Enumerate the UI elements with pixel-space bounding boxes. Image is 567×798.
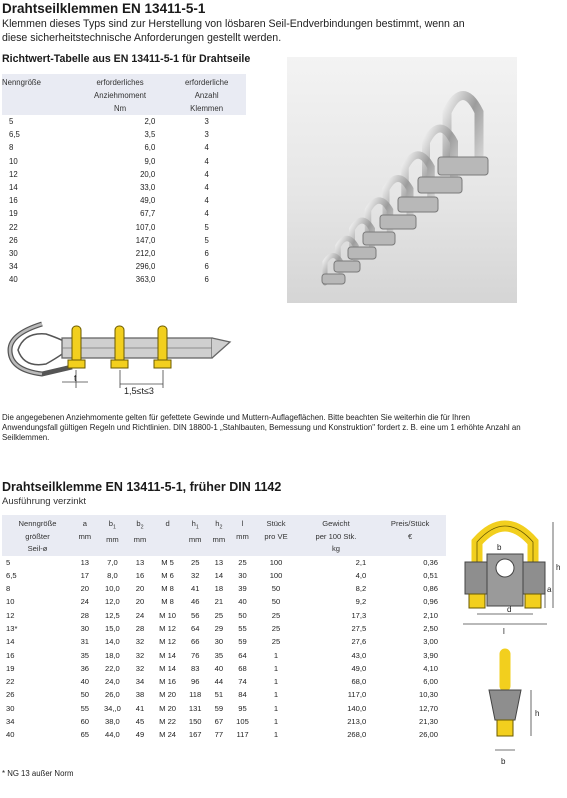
clip-table-header-3: $b_2$ mm xyxy=(128,515,152,556)
clip-table-cell: 32 xyxy=(190,570,200,580)
clip-table-cell: 213,0 xyxy=(347,717,367,727)
torque-table-row xyxy=(2,168,246,181)
clip-table-cell: 20 xyxy=(135,584,145,594)
torque-table-cell: 12 xyxy=(9,169,18,179)
torque-table-cell: 30 xyxy=(9,249,18,259)
clip-table-cell: 24 xyxy=(135,610,145,620)
torque-table-row xyxy=(2,273,246,286)
clip-table-cell: 36 xyxy=(80,663,90,673)
clip-table-cell: 1 xyxy=(273,690,279,700)
clip-table-cell: 25 xyxy=(214,610,224,620)
wire-rope-clips-image xyxy=(287,57,517,303)
clip-table-cell: 30 xyxy=(80,623,90,633)
torque-table-cell: 33,0 xyxy=(140,183,156,193)
t-label: t xyxy=(74,373,77,383)
clip-table-header-4: d xyxy=(152,515,184,556)
clip-table-cell: 34 xyxy=(6,717,15,727)
clip-side-view xyxy=(489,654,539,766)
clip-table-cell: 118 xyxy=(189,690,202,700)
torque-table-cell: 10 xyxy=(9,156,18,166)
clip-table-cell: 18 xyxy=(214,584,224,594)
clip-table-cell: 56 xyxy=(190,610,200,620)
clip-table-cell: 41 xyxy=(190,584,200,594)
clip-table-cell: 4,10 xyxy=(423,663,438,673)
clip-table-cell: 12,5 xyxy=(105,610,120,620)
torque-table-cell: 4 xyxy=(204,156,209,166)
clip-table-cell: 38,0 xyxy=(105,717,120,727)
clip-table-cell: 10,30 xyxy=(418,690,438,700)
torque-table-cell: 16 xyxy=(9,196,18,206)
clip-table-cell: M 12 xyxy=(159,623,177,633)
clip-table-cell: 40 xyxy=(6,730,15,740)
clip-table-cell: 8,2 xyxy=(355,584,367,594)
clip-table-cell: M 22 xyxy=(159,717,177,727)
b2-label: b xyxy=(501,757,506,766)
clip-table-cell: 25 xyxy=(271,637,281,647)
clip-table-header-8: Stück pro VE xyxy=(254,515,297,556)
clip-table-cell: 35 xyxy=(80,650,90,660)
clip-table-cell: 13 xyxy=(80,557,90,567)
clip-table-row xyxy=(2,622,446,635)
clip-table-cell: 35 xyxy=(214,650,224,660)
clip-table-cell: 95 xyxy=(238,703,247,713)
clip-table-cell: 21 xyxy=(214,597,224,607)
clip-table-cell: 18,0 xyxy=(105,650,120,660)
clip-table-cell: 100 xyxy=(269,557,283,567)
clip-table-cell: 55 xyxy=(238,623,247,633)
clip-dimension-diagram xyxy=(459,514,567,770)
clip-table-cell: 32 xyxy=(135,663,145,673)
clip-table-cell: 140,0 xyxy=(347,703,367,713)
page-title: Drahtseilklemmen EN 13411-5-1 xyxy=(2,1,206,16)
torque-table-cell: 49,0 xyxy=(140,196,156,206)
torque-table-cell: 4 xyxy=(204,143,209,153)
clip-table-row xyxy=(2,728,446,741)
torque-table-cell: 26 xyxy=(9,235,18,245)
clip-table-cell: 2,1 xyxy=(355,557,367,567)
clip-table-cell: 43,0 xyxy=(351,650,367,660)
clip-table-header-1: a mm xyxy=(73,515,97,556)
clip-table-cell: M 6 xyxy=(161,570,174,580)
clip-table-cell: 5 xyxy=(6,557,11,567)
torque-table-cell: 296,0 xyxy=(135,262,156,272)
clip-table-cell: 30 xyxy=(238,570,247,580)
clip-table-cell: 22 xyxy=(6,677,15,687)
clip-table-cell: 28 xyxy=(135,623,145,633)
intro-text: Klemmen dieses Typs sind zur Herstellung von lösbaren Seil-Endverbindungen bestimmt, wenn an diese sicherheitstechnische Anforderungen gestellt werden. xyxy=(2,18,465,44)
torque-table-cell: 14 xyxy=(9,183,18,193)
clip-table-cell: 24 xyxy=(80,597,90,607)
clip-table-cell: 268,0 xyxy=(347,730,367,740)
clip-table-cell: 21,30 xyxy=(418,717,438,727)
clip-table-cell: M 14 xyxy=(159,663,177,673)
clip-table-row xyxy=(2,649,446,662)
clip-table-cell: 1 xyxy=(273,677,279,687)
clip-table-cell: 25 xyxy=(271,610,281,620)
clip-dimensions-table xyxy=(2,515,446,742)
clip-table-cell: 68 xyxy=(238,663,247,673)
clip-table-cell: 32 xyxy=(135,650,145,660)
clip-table-cell: 0,36 xyxy=(423,557,438,567)
torque-table-row xyxy=(2,207,246,220)
clip-table-header-9: Gewicht per 100 Stk. kg xyxy=(298,515,375,556)
clip-table-cell: 39 xyxy=(238,584,247,594)
clip-table-cell: 15,0 xyxy=(105,623,120,633)
torque-table-row xyxy=(2,181,246,194)
clip-table-cell: 16 xyxy=(6,650,15,660)
torque-table-cell: 212,0 xyxy=(135,249,156,259)
clip-table-cell: 26,0 xyxy=(105,690,120,700)
torque-note: Die angegebenen Anziehmomente gelten für gefettete Gewinde und Muttern-Auflageflächen. Bitte beachten Sie weiterhin die für Ihren Anwendungsfall gültigen Regeln und Richtlinien. DIN 18800-1 „Stahlbauten, Bemessung und Konstruktion" fordert z. B. eine um 1 erhöhte Anzahl an Seilklemmen. xyxy=(2,413,521,443)
clip-table-cell: M 12 xyxy=(159,637,177,647)
clip-table-cell: 27,5 xyxy=(351,623,367,633)
clip-table-row xyxy=(2,662,446,675)
clip-table-cell: 68,0 xyxy=(351,677,367,687)
torque-table-row xyxy=(2,128,246,141)
d-label: d xyxy=(507,605,512,614)
clip-table-cell: M 20 xyxy=(159,690,177,700)
a-label: a xyxy=(547,585,552,594)
torque-table-header xyxy=(2,74,246,115)
clip-table-cell: 96 xyxy=(190,677,200,687)
clip-table-cell: 60 xyxy=(80,717,90,727)
torque-table-row xyxy=(2,194,246,207)
torque-table-header-1: erforderliches Anziehmoment Nm xyxy=(73,74,167,115)
clip-table-cell: 55 xyxy=(80,703,90,713)
torque-table-cell: 3 xyxy=(204,130,209,140)
torque-table-row xyxy=(2,155,246,168)
clip-table-cell: 3,90 xyxy=(423,650,438,660)
clip-table-cell: 100 xyxy=(269,570,283,580)
clip-table-cell: 19 xyxy=(6,663,15,673)
clip-table-cell: 44,0 xyxy=(105,730,120,740)
clip-table-cell: 10,0 xyxy=(105,584,120,594)
clip-table-cell: 12 xyxy=(6,610,15,620)
clip-table-cell: 13 xyxy=(214,557,224,567)
clip-table-cell: 131 xyxy=(188,703,202,713)
clip-table-cell: 50 xyxy=(271,597,281,607)
clip-table-cell: 46 xyxy=(190,597,200,607)
torque-table-cell: 6 xyxy=(204,249,209,259)
clip-table-cell: 117,0 xyxy=(347,690,367,700)
h2-label: h xyxy=(535,709,540,718)
clip-table-cell: 7,0 xyxy=(107,557,118,567)
torque-table-cell: 6,5 xyxy=(9,130,20,140)
clip-table-cell: 25 xyxy=(271,623,281,633)
clip-table-cell: 12,70 xyxy=(418,703,438,713)
table1-heading: Richtwert-Tabelle aus EN 13411-5-1 für Drahtseile xyxy=(2,53,251,65)
clip-table-cell: 38 xyxy=(135,690,145,700)
clip-table-cell: 32 xyxy=(135,637,145,647)
torque-table-cell: 147,0 xyxy=(135,235,156,245)
clip-table-cell: 1 xyxy=(273,717,279,727)
clip-table-cell: 28 xyxy=(80,610,90,620)
torque-table-cell: 5 xyxy=(204,222,209,232)
table2-subheading: Ausführung verzinkt xyxy=(2,496,86,507)
clip-table-cell: 41 xyxy=(135,703,145,713)
clip-table-cell: 8 xyxy=(6,584,11,594)
clip-table-header-0: Nenngröße größter Seil-ø xyxy=(2,515,73,556)
clip-table-header-7: l mm xyxy=(231,515,255,556)
clip-table-cell: 0,51 xyxy=(423,570,438,580)
clip-table-cell: 14 xyxy=(214,570,224,580)
torque-table-cell: 8 xyxy=(9,143,14,153)
clip-table-header-2: $b_1$ mm xyxy=(97,515,129,556)
clip-table-cell: M 14 xyxy=(159,650,177,660)
clip-table-cell: 22,0 xyxy=(105,663,120,673)
clip-table-cell: 2,50 xyxy=(423,623,438,633)
torque-table-cell: 6 xyxy=(204,275,209,285)
clip-table-header xyxy=(2,515,446,556)
clip-table-row xyxy=(2,635,446,648)
table2-heading: Drahtseilklemme EN 13411-5-1, früher DIN 1142 xyxy=(2,480,282,494)
clip-table-cell: M 8 xyxy=(161,584,174,594)
torque-table-cell: 3,5 xyxy=(144,130,156,140)
clip-table-cell: 83 xyxy=(190,663,200,673)
torque-table xyxy=(2,74,246,287)
clip-table-cell: 50 xyxy=(271,584,281,594)
torque-table-cell: 19 xyxy=(9,209,18,219)
clip-table-cell: 45 xyxy=(135,717,145,727)
torque-table-row xyxy=(2,234,246,247)
clip-table-cell: 26 xyxy=(6,690,15,700)
clip-table-cell: 34,,0 xyxy=(103,703,121,713)
h1-label: h xyxy=(556,563,561,572)
clip-table-row xyxy=(2,688,446,701)
clip-table-cell: 26,00 xyxy=(418,730,438,740)
torque-table-row xyxy=(2,247,246,260)
torque-table-cell: 5 xyxy=(204,235,209,245)
clip-table-cell: 29 xyxy=(214,623,224,633)
clip-table-cell: M 24 xyxy=(159,730,177,740)
torque-table-row xyxy=(2,115,246,128)
clip-table-header-10: Preis/Stück € xyxy=(374,515,446,556)
torque-table-cell: 67,7 xyxy=(140,209,156,219)
clip-table-row xyxy=(2,675,446,688)
clip-table-cell: 59 xyxy=(238,637,247,647)
clip-table-cell: 66 xyxy=(190,637,200,647)
clip-table-cell: M 10 xyxy=(159,610,177,620)
clip-table-cell: 13* xyxy=(6,623,18,633)
clip-table-cell: 40 xyxy=(214,663,224,673)
clip-table-cell: 12,0 xyxy=(105,597,120,607)
clip-table-cell: M 8 xyxy=(161,597,174,607)
clip-table-cell: 1 xyxy=(273,730,279,740)
clip-table-cell: 167 xyxy=(188,730,202,740)
clip-table-cell: 3,00 xyxy=(423,637,438,647)
clip-table-row xyxy=(2,715,446,728)
clip-table-row xyxy=(2,582,446,595)
torque-table-cell: 107,0 xyxy=(135,222,156,232)
torque-table-cell: 4 xyxy=(204,183,209,193)
clip-table-cell: 13 xyxy=(135,557,145,567)
clip-table-cell: 10 xyxy=(6,597,15,607)
torque-table-cell: 2,0 xyxy=(144,117,156,126)
clip-table-cell: 117 xyxy=(236,730,249,740)
torque-table-header-0: Nenngröße xyxy=(2,74,73,115)
torque-table-header-2: erforderliche Anzahl Klemmen xyxy=(167,74,246,115)
clip-table-cell: 49,0 xyxy=(351,663,367,673)
clip-table-cell: 8,0 xyxy=(107,570,118,580)
clip-table-cell: 17 xyxy=(80,570,90,580)
clip-table-row xyxy=(2,702,446,715)
clip-table-cell: 76 xyxy=(190,650,200,660)
clip-table-row xyxy=(2,556,446,569)
clip-table-cell: 50 xyxy=(238,610,247,620)
clip-table-cell: M 16 xyxy=(159,677,177,687)
clip-table-cell: 17,3 xyxy=(351,610,367,620)
clip-table-cell: 65 xyxy=(80,730,90,740)
torque-table-cell: 5 xyxy=(9,117,14,126)
spacing-label: 1,5≤t≤3 xyxy=(124,386,154,396)
clip-table-cell: 74 xyxy=(238,677,247,687)
torque-table-cell: 34 xyxy=(9,262,18,272)
clip-table-cell: 1 xyxy=(273,650,279,660)
clip-table-cell: 64 xyxy=(238,650,247,660)
clip-table-cell: 84 xyxy=(238,690,247,700)
clip-table-header-6: $h_2$ mm xyxy=(207,515,231,556)
clip-table-cell: M 20 xyxy=(159,703,177,713)
clip-table-cell: 67 xyxy=(214,717,224,727)
clip-table-cell: 25 xyxy=(190,557,200,567)
clip-table-cell: 2,10 xyxy=(423,610,438,620)
torque-table-cell: 3 xyxy=(204,117,209,126)
clip-table-cell: 49 xyxy=(135,730,145,740)
clip-table-cell: 4,0 xyxy=(355,570,367,580)
clip-table-cell: 30 xyxy=(214,637,224,647)
clip-table-cell: 64 xyxy=(190,623,200,633)
rope-diagram xyxy=(2,312,232,402)
clip-table-cell: 14 xyxy=(6,637,15,647)
clip-table-cell: 1 xyxy=(273,703,279,713)
clip-table-cell: 34 xyxy=(135,677,145,687)
torque-table-row xyxy=(2,141,246,154)
torque-table-cell: 22 xyxy=(9,222,18,232)
clip-table-row xyxy=(2,609,446,622)
clip-table-cell: 40 xyxy=(238,597,247,607)
torque-table-cell: 40 xyxy=(9,275,18,285)
clip-table-cell: 59 xyxy=(214,703,224,713)
clip-table-cell: 6,5 xyxy=(6,570,17,580)
torque-table-row xyxy=(2,221,246,234)
clip-table-header-5: $h_1$ mm xyxy=(183,515,207,556)
clip-table-row xyxy=(2,569,446,582)
clip-table-cell: 31 xyxy=(80,637,90,647)
clip-table-row xyxy=(2,595,446,608)
torque-table-cell: 20,0 xyxy=(140,169,156,179)
clip-front-view xyxy=(463,522,560,636)
clip-table-cell: 44 xyxy=(214,677,224,687)
l-label: l xyxy=(503,627,505,636)
clip-table-cell: 9,2 xyxy=(355,597,367,607)
torque-table-cell: 4 xyxy=(204,209,209,219)
torque-table-cell: 4 xyxy=(204,196,209,206)
clip-table-cell: 30 xyxy=(6,703,15,713)
torque-table-cell: 4 xyxy=(204,169,209,179)
clip-table-cell: 27,6 xyxy=(351,637,367,647)
clip-table-cell: M 5 xyxy=(161,557,174,567)
product-photo xyxy=(287,57,517,303)
clip-table-cell: 20 xyxy=(135,597,145,607)
clip-table-cell: 16 xyxy=(135,570,145,580)
clip-table-cell: 40 xyxy=(80,677,90,687)
b1-label: b xyxy=(497,543,502,552)
clip-table-cell: 50 xyxy=(80,690,90,700)
clip-table-cell: 6,00 xyxy=(423,677,438,687)
torque-table-cell: 6,0 xyxy=(144,143,156,153)
clip-table-cell: 77 xyxy=(214,730,224,740)
torque-table-cell: 6 xyxy=(204,262,209,272)
clip-table-cell: 105 xyxy=(236,717,249,727)
clip-table-cell: 51 xyxy=(214,690,224,700)
torque-table-cell: 9,0 xyxy=(144,156,156,166)
clip-table-cell: 20 xyxy=(80,584,90,594)
torque-table-cell: 363,0 xyxy=(135,275,156,285)
clip-table-cell: 24,0 xyxy=(105,677,120,687)
torque-table-row xyxy=(2,260,246,273)
clip-table-cell: 25 xyxy=(238,557,247,567)
clip-table-cell: 150 xyxy=(188,717,202,727)
clip-table-cell: 0,96 xyxy=(423,597,438,607)
clip-table-cell: 0,86 xyxy=(423,584,438,594)
clip-table-cell: 14,0 xyxy=(105,637,120,647)
footnote: * NG 13 außer Norm xyxy=(2,769,74,778)
clip-table-cell: 1 xyxy=(273,663,279,673)
